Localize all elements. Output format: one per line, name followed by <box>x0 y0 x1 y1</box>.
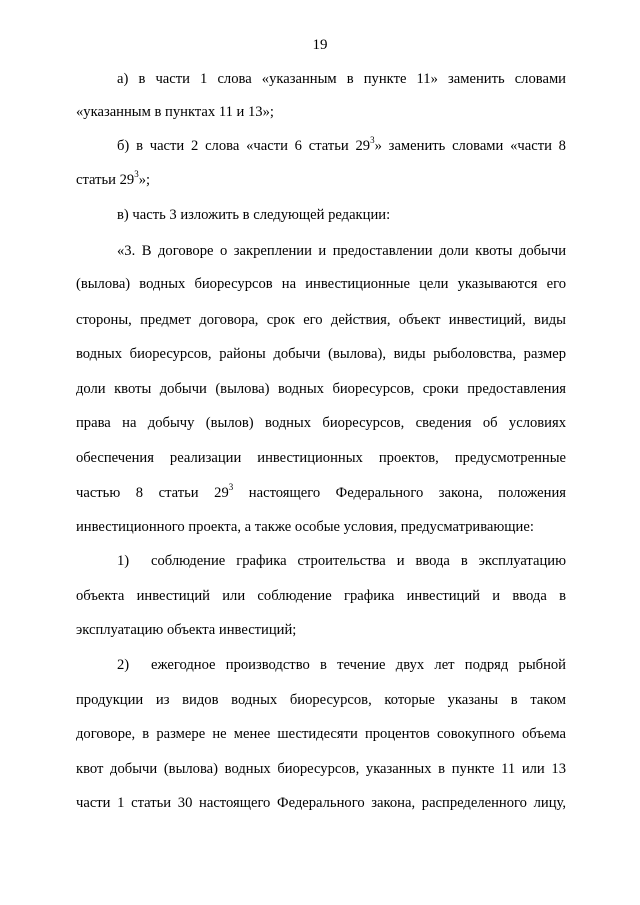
text-line: обеспечения реализации инвестиционных проектов, предусмотренные <box>76 450 566 466</box>
text-line: «указанным в пунктах 11 и 13»; <box>76 104 274 120</box>
text-span: ежегодное производство в течение двух лет подряд рыбной <box>151 657 566 673</box>
text-line: договоре, в размере не менее шестидесяти процентов совокупного объема <box>76 726 566 742</box>
text-span: » заменить словами «части 8 <box>374 138 566 154</box>
text-span: б) в части 2 слова «части 6 статьи 29 <box>117 138 371 154</box>
text-line <box>117 137 566 155</box>
superscript: 3 <box>134 169 139 180</box>
text-span: настоящего Федерального закона, положения <box>233 485 566 501</box>
text-line: «3. В договоре о закреплении и предоставлении доли квоты добычи <box>117 243 566 259</box>
text-span: статьи 29 <box>76 172 135 188</box>
text-line <box>76 171 566 189</box>
text-line: (вылова) водных биоресурсов на инвестиционные цели указываются его <box>76 276 566 292</box>
list-number: 2) <box>117 657 130 673</box>
text-line: объекта инвестиций или соблюдение графика инвестиций и ввода в <box>76 588 566 604</box>
text-line: стороны, предмет договора, срок его действия, объект инвестиций, виды <box>76 312 566 328</box>
text-line: продукции из видов водных биоресурсов, которые указаны в таком <box>76 692 566 708</box>
text-span: »; <box>138 172 151 188</box>
text-line: эксплуатацию объекта инвестиций; <box>76 622 297 638</box>
text-line: водных биоресурсов, районы добычи (вылова), виды рыболовства, размер <box>76 346 566 362</box>
text-line: а) в части 1 слова «указанным в пункте 11» заменить словами <box>117 71 566 87</box>
text-span: частью 8 статьи 29 <box>76 485 229 501</box>
text-line: инвестиционного проекта, а также особые условия, предусматривающие: <box>76 519 534 535</box>
list-item-2 <box>117 656 566 674</box>
text-line: права на добычу (вылов) водных биоресурсов, сведения об условиях <box>76 415 566 431</box>
text-span: соблюдение графика строительства и ввода в эксплуатацию <box>151 553 566 569</box>
page-number: 19 <box>312 37 328 53</box>
list-number: 1) <box>117 553 130 569</box>
list-item-1 <box>117 552 566 570</box>
text-line: части 1 статьи 30 настоящего Федерального закона, распределенного лицу, <box>76 795 566 811</box>
text-line: доли квоты добычи (вылова) водных биоресурсов, сроки предоставления <box>76 381 566 397</box>
text-line: в) часть 3 изложить в следующей редакции: <box>117 207 391 223</box>
superscript: 3 <box>370 135 375 146</box>
text-line: квот добычи (вылова) водных биоресурсов, указанных в пункте 11 или 13 <box>76 761 566 777</box>
text-line <box>76 484 566 502</box>
superscript: 3 <box>228 482 234 493</box>
